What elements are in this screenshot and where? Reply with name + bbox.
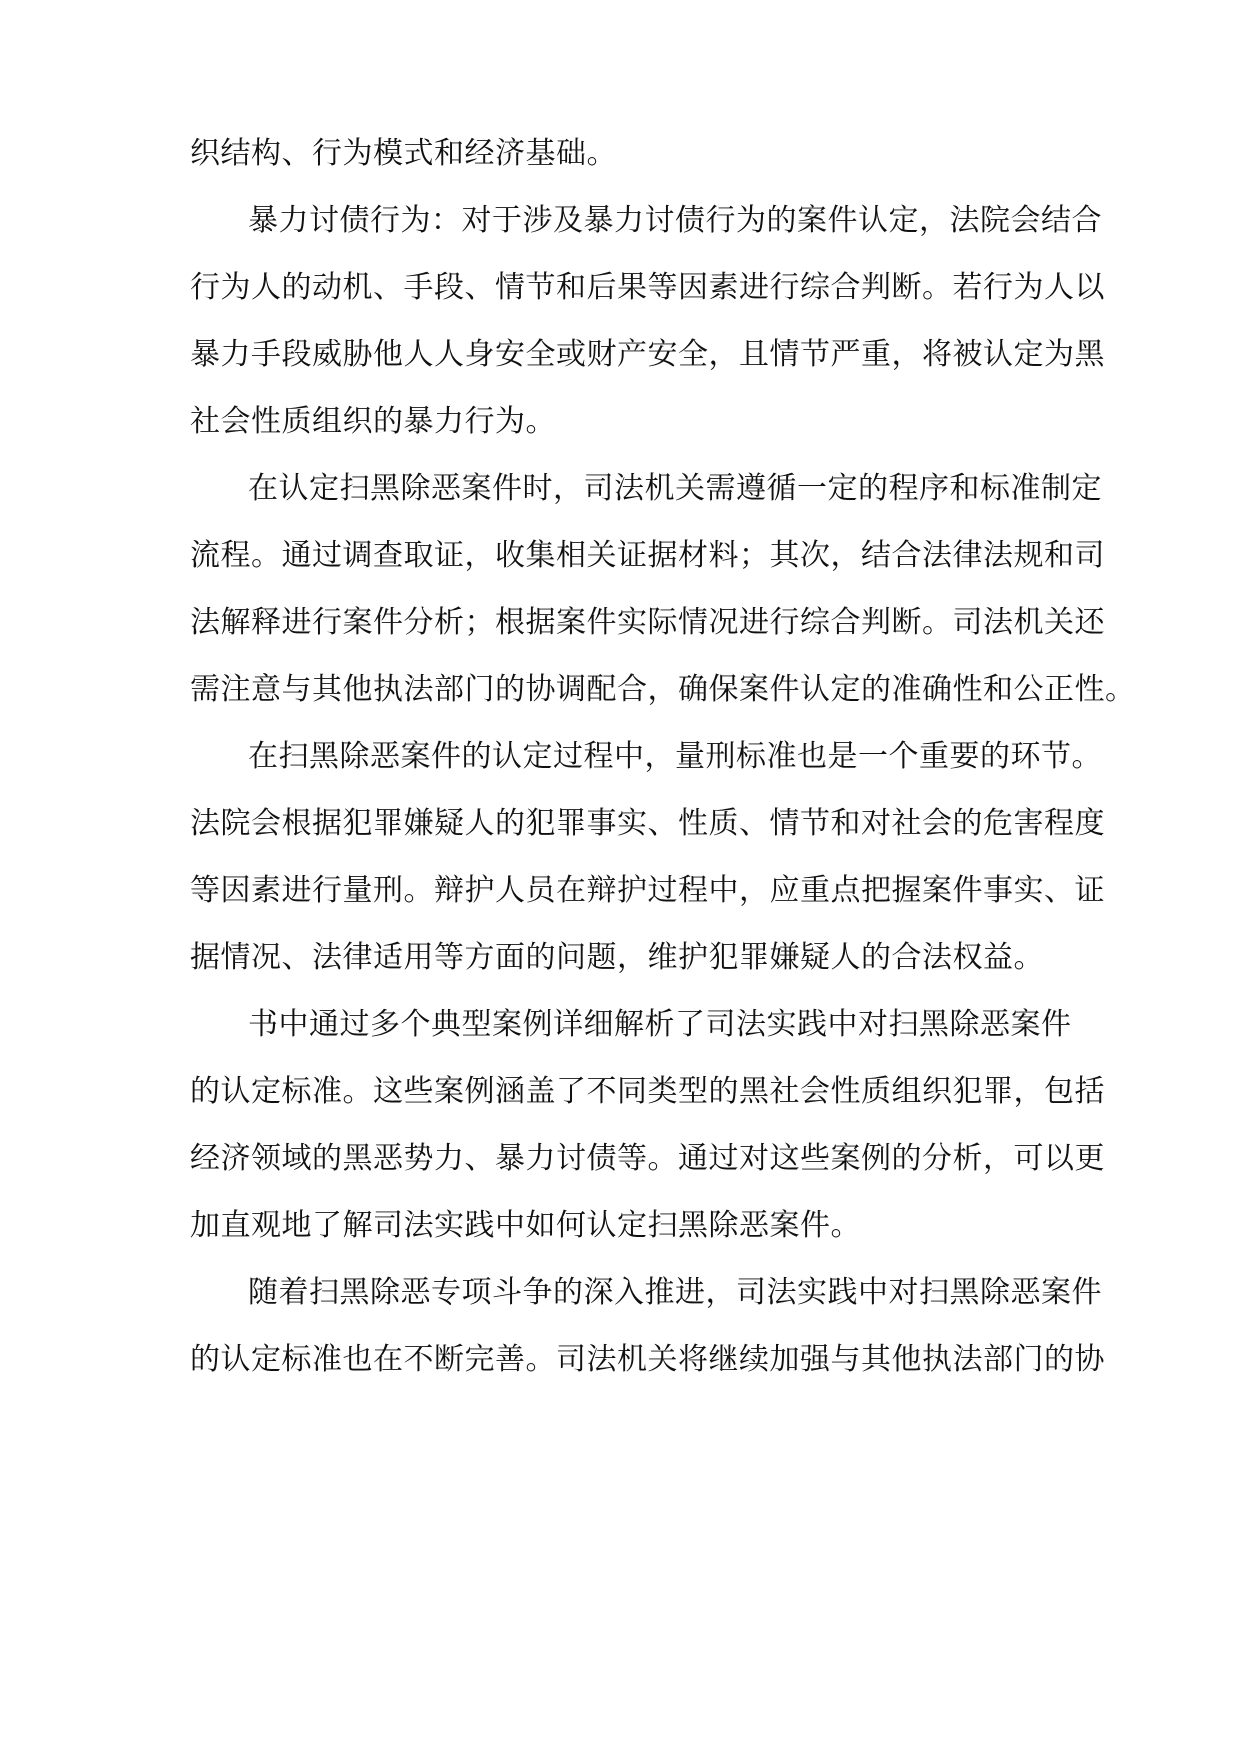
text-line: 暴力讨债行为：对于涉及暴力讨债行为的案件认定，法院会结合 [248, 203, 1102, 238]
text-line: 等因素进行量刑。辩护人员在辩护过程中，应重点把握案件事实、证 [190, 873, 1105, 908]
text-line: 社会性质组织的暴力行为。 [190, 404, 556, 439]
text-line: 加直观地了解司法实践中如何认定扫黑除恶案件。 [190, 1208, 861, 1243]
text-line: 行为人的动机、手段、情节和后果等因素进行综合判断。若行为人以 [190, 270, 1105, 305]
text-line: 需注意与其他执法部门的协调配合，确保案件认定的准确性和公正性。 [190, 672, 1136, 707]
text-line: 书中通过多个典型案例详细解析了司法实践中对扫黑除恶案件 [248, 1007, 1072, 1042]
text-line: 的认定标准也在不断完善。司法机关将继续加强与其他执法部门的协 [190, 1342, 1105, 1377]
text-line: 在扫黑除恶案件的认定过程中，量刑标准也是一个重要的环节。 [248, 739, 1102, 774]
text-line: 经济领域的黑恶势力、暴力讨债等。通过对这些案例的分析，可以更 [190, 1141, 1105, 1176]
text-line: 织结构、行为模式和经济基础。 [190, 136, 617, 171]
text-line: 暴力手段威胁他人人身安全或财产安全，且情节严重，将被认定为黑 [190, 337, 1105, 372]
text-line: 法解释进行案件分析；根据案件实际情况进行综合判断。司法机关还 [190, 605, 1105, 640]
text-line: 法院会根据犯罪嫌疑人的犯罪事实、性质、情节和对社会的危害程度 [190, 806, 1105, 841]
text-line: 流程。通过调查取证，收集相关证据材料；其次，结合法律法规和司 [190, 538, 1105, 573]
text-line: 据情况、法律适用等方面的问题，维护犯罪嫌疑人的合法权益。 [190, 940, 1044, 975]
text-line: 在认定扫黑除恶案件时，司法机关需遵循一定的程序和标准制定 [248, 471, 1102, 506]
text-line: 随着扫黑除恶专项斗争的深入推进，司法实践中对扫黑除恶案件 [248, 1275, 1102, 1310]
text-line: 的认定标准。这些案例涵盖了不同类型的黑社会性质组织犯罪，包括 [190, 1074, 1105, 1109]
